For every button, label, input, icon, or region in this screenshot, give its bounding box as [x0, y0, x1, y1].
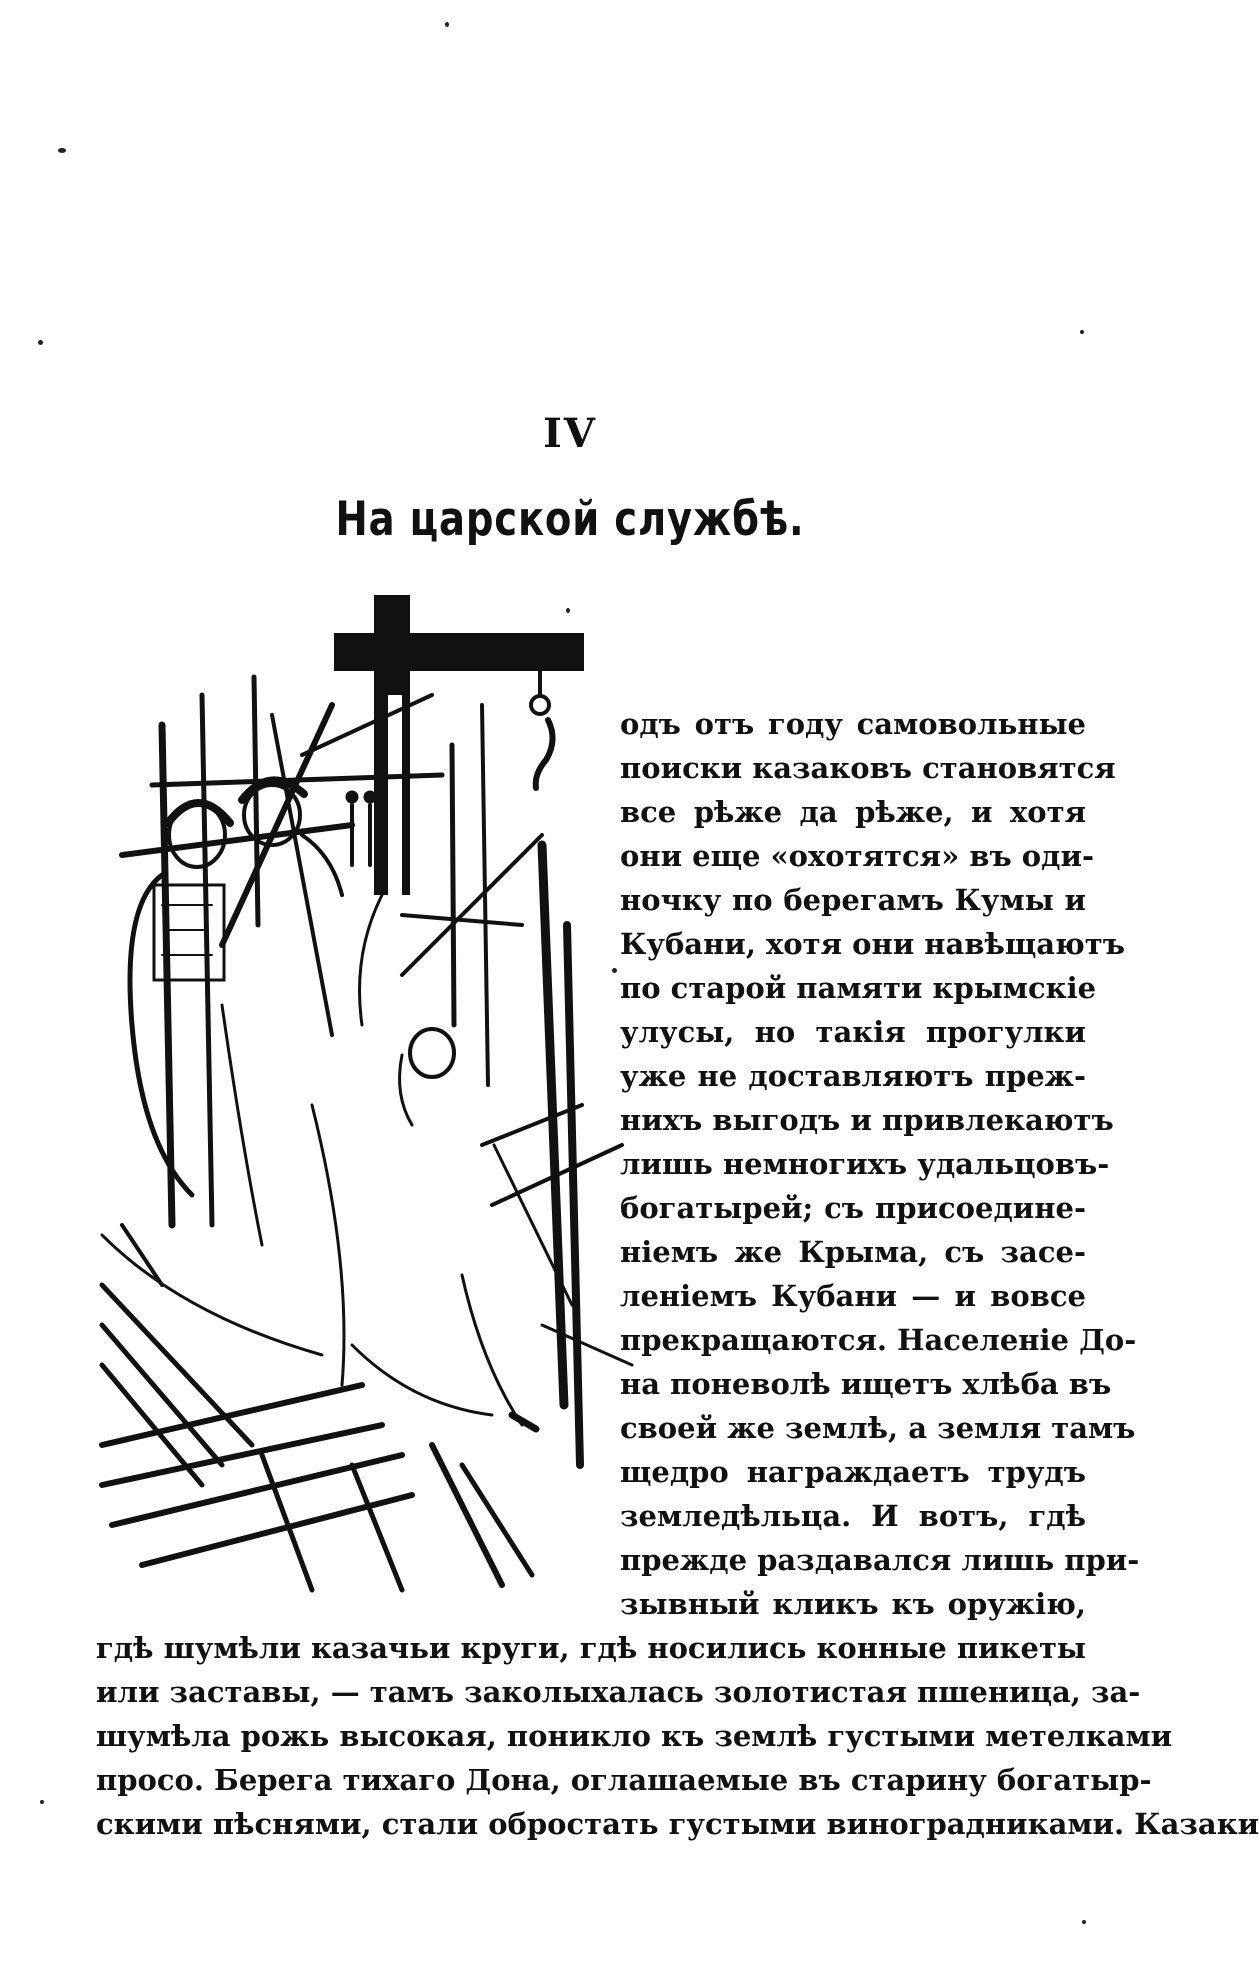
text-line: скими пѣснями, стали обростать густыми виноградниками. Казаки [96, 1807, 1259, 1841]
text-line: богатырей; съ присоедине- [620, 1191, 1086, 1225]
chapter-text [96, 702, 1259, 1846]
text-line: ночку по берегамъ Кумы и [620, 883, 1086, 917]
print-speck [1082, 1920, 1086, 1924]
text-line: леніемъ Кубани — и вовсе [620, 1279, 1086, 1313]
text-line: лишь немногихъ удальцовъ- [620, 1147, 1110, 1181]
chapter-title: На царской службѣ. [335, 492, 805, 547]
print-speck [58, 148, 66, 153]
text-line: щедро награждаетъ трудъ [620, 1455, 1086, 1489]
text-line: улусы, но такія прогулки [620, 1015, 1086, 1049]
text-line: просо. Берега тихаго Дона, оглашаемые въ старину богатыр- [96, 1763, 1152, 1797]
text-line: по старой памяти крымскіе [620, 971, 1097, 1005]
print-speck [38, 340, 43, 345]
print-speck [1080, 330, 1084, 334]
text-line: одъ отъ году самовольные [620, 707, 1086, 741]
text-line: уже не доставляютъ преж- [620, 1059, 1086, 1093]
chapter-number: IV [543, 410, 597, 457]
text-line: зывный кликъ къ оружію, [620, 1587, 1086, 1621]
text-line: прекращаются. Населеніе До- [620, 1323, 1137, 1357]
text-line: на поневолѣ ищетъ хлѣба въ [620, 1367, 1112, 1401]
text-line: они еще «охотятся» въ оди- [620, 839, 1095, 873]
text-line: все рѣже да рѣже, и хотя [620, 795, 1086, 829]
text-line: гдѣ шумѣли казачьи круги, гдѣ носились конные пикеты [96, 1631, 1086, 1665]
print-speck [40, 1800, 44, 1804]
text-line: земледѣльца. И вотъ, гдѣ [620, 1499, 1086, 1533]
text-line: прежде раздавался лишь при- [620, 1543, 1140, 1577]
text-line: Кубани, хотя они навѣщаютъ [620, 927, 1125, 961]
text-line: шумѣла рожь высокая, поникло къ землѣ густыми метелками [96, 1719, 1173, 1753]
text-line: или заставы, — тамъ заколыхалась золотистая пшеница, за- [96, 1675, 1141, 1709]
print-speck [445, 22, 449, 27]
text-line: поиски казаковъ становятся [620, 751, 1116, 785]
text-line: нихъ выгодъ и привлекаютъ [620, 1103, 1114, 1137]
text-line: своей же землѣ, а земля тамъ [620, 1411, 1136, 1445]
text-line: ніемъ же Крыма, съ засе- [620, 1235, 1086, 1269]
